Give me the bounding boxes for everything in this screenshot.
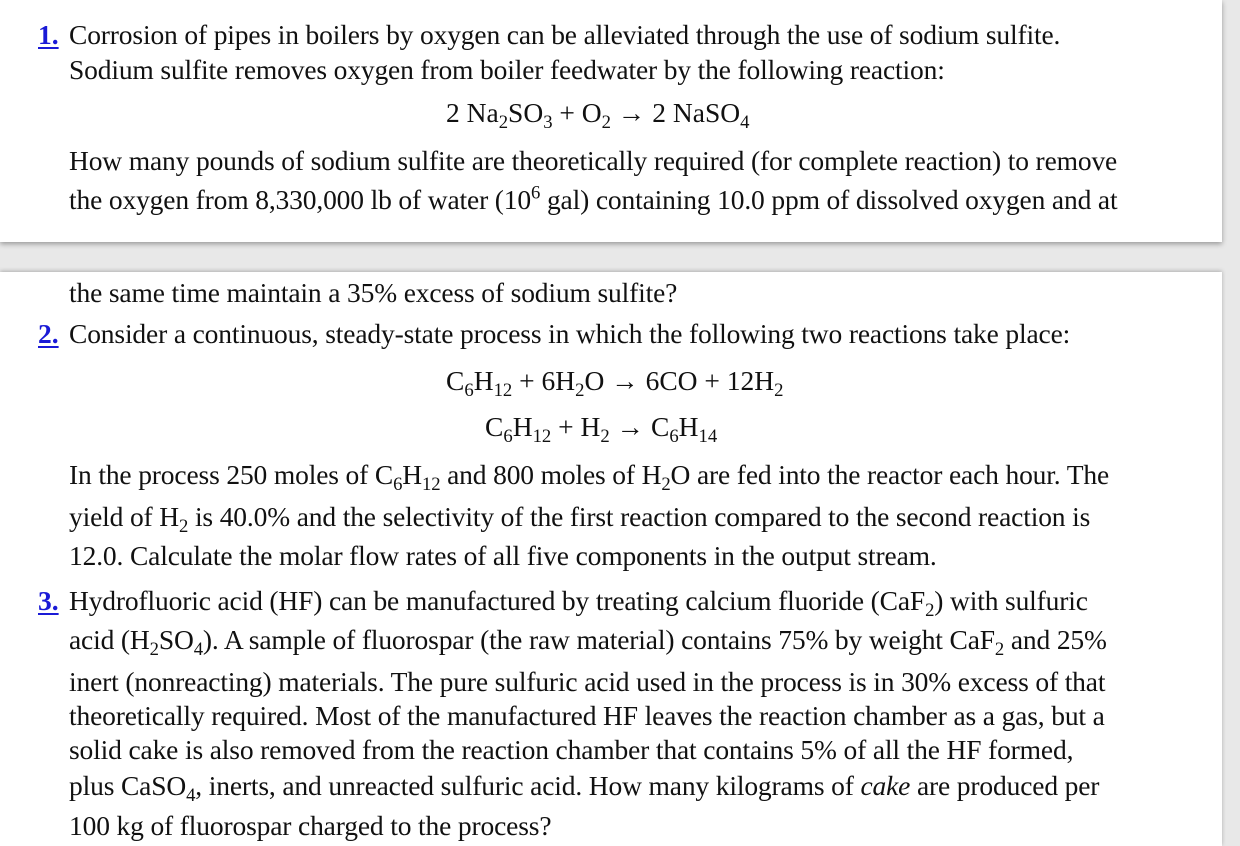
problem-3-number[interactable]: 3. [38, 585, 59, 616]
problem-1-line-3: How many pounds of sodium sulfite are theoretically required (for complete reaction) to remove [69, 145, 1118, 176]
page-1 [0, 0, 1222, 242]
problem-1-line-4: the oxygen from 8,330,000 lb of water ($10^6$ gal) containing 10.0 ppm of dissolved oxygen and at [69, 182, 1118, 215]
problem-3-line-5: solid cake is also removed from the reaction chamber that contains 5% of all the HF formed, [69, 734, 1074, 765]
problem-2-line-4: 12.0. Calculate the molar flow rates of all five components in the output stream. [69, 540, 937, 571]
problem-2-line-3: yield of $H_2$ is 40.0% and the selectivity of the first reaction compared to the second reaction is [69, 501, 1091, 537]
reaction-1-equation: $C_6H_{12} + 6H_2O \to 6CO + 12H_2$ [446, 365, 784, 401]
problem-2-number[interactable]: 2. [38, 318, 59, 349]
problem-1-number[interactable]: 1. [38, 19, 59, 50]
problem-2-line-2: In the process 250 moles of $C_6H_{12}$ and 800 moles of $H_2O$ are fed into the reactor each hour. The [69, 459, 1110, 495]
problem-1-line-2: Sodium sulfite removes oxygen from boiler feedwater by the following reaction: [69, 54, 945, 85]
problem-3-line-4: theoretically required. Most of the manufactured HF leaves the reaction chamber as a gas, but a [69, 700, 1105, 731]
problem-2-line-1: Consider a continuous, steady-state process in which the following two reactions take place: [69, 318, 1071, 349]
problem-3-line-2: acid $(H_2SO_4)$. A sample of fluorospar (the raw material) contains 75% by weight CaF$_2$ and 25% [69, 624, 1107, 660]
problem-1-line-1: Corrosion of pipes in boilers by oxygen can be alleviated through the use of sodium sulfite. [69, 19, 1061, 50]
problem-3-line-3: inert (nonreacting) materials. The pure sulfuric acid used in the process is in 30% excess of that [69, 666, 1106, 697]
reaction-2-equation: $C_6H_{12} + H_2 \to C_6H_{14}$ [485, 411, 718, 447]
page-2 [0, 272, 1222, 846]
sodium-sulfite-equation: 2 $Na_2SO_3 + O_2 \to 2$ NaSO$_4$ [446, 97, 750, 133]
problem-3-line-1: Hydrofluoric acid (HF) can be manufactured by treating calcium fluoride (CaF$_2$) with sulfuric [69, 585, 1088, 621]
problem-3-line-7: 100 kg of fluorospar charged to the process? [69, 810, 552, 841]
problem-3-line-6: plus CaSO$_4$, inerts, and unreacted sulfuric acid. How many kilograms of cake are produced per [69, 770, 1100, 806]
problem-1-line-5: the same time maintain a 35% excess of sodium sulfite? [69, 277, 678, 308]
